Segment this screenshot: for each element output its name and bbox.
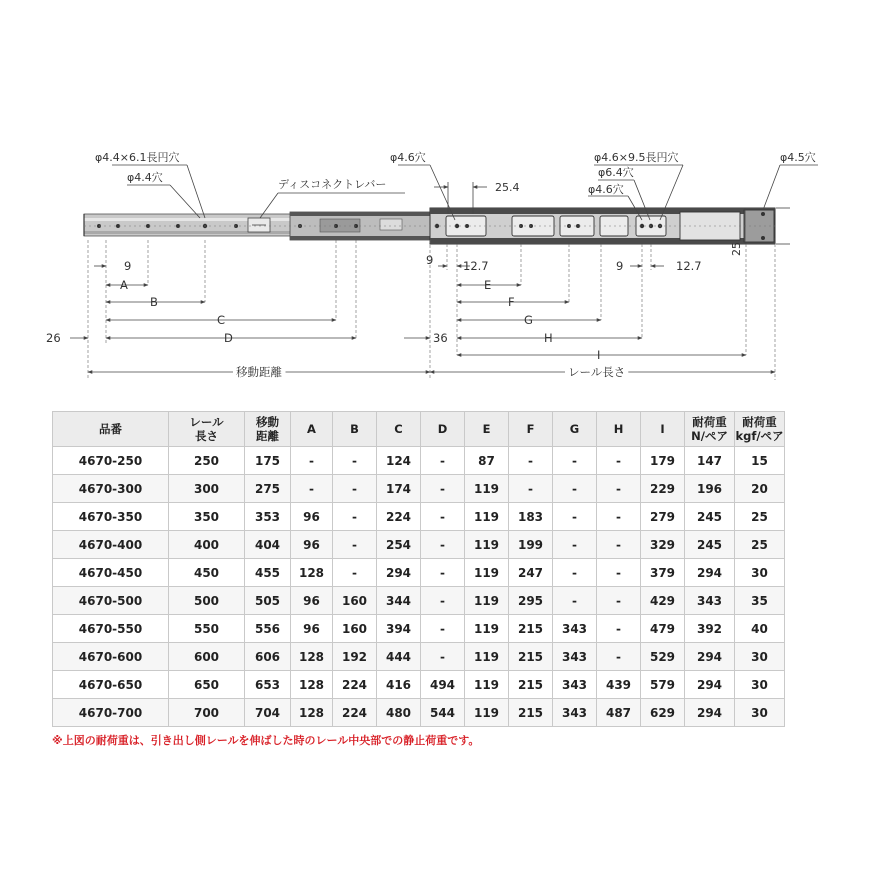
table-cell: -: [553, 447, 597, 475]
table-cell: 350: [169, 503, 245, 531]
table-cell: 15: [735, 447, 785, 475]
table-cell: 224: [333, 671, 377, 699]
table-row: [53, 643, 785, 671]
table-cell: 30: [735, 643, 785, 671]
table-cell: 505: [245, 587, 291, 615]
table-cell: -: [333, 447, 377, 475]
table-cell: 245: [685, 503, 735, 531]
table-cell: 119: [465, 699, 509, 727]
table-cell: 629: [641, 699, 685, 727]
table-cell: 4670-400: [53, 531, 169, 559]
slide-rail-diagram: [0, 0, 890, 400]
dim-25: 25: [730, 242, 743, 256]
table-cell: -: [597, 559, 641, 587]
table-cell: 650: [169, 671, 245, 699]
table-cell: 300: [169, 475, 245, 503]
table-cell: 479: [641, 615, 685, 643]
table-cell: 215: [509, 699, 553, 727]
table-cell: 439: [597, 671, 641, 699]
table-cell: 494: [421, 671, 465, 699]
table-cell: -: [421, 475, 465, 503]
table-row: [53, 615, 785, 643]
footnote: ※上図の耐荷重は、引き出し側レールを伸ばした時のレール中央部での静止荷重です。: [52, 734, 480, 747]
table-cell: 294: [685, 643, 735, 671]
table-cell: 199: [509, 531, 553, 559]
table-cell: 343: [553, 643, 597, 671]
table-cell: 4670-650: [53, 671, 169, 699]
table-cell: 20: [735, 475, 785, 503]
table-cell: -: [553, 587, 597, 615]
table-cell: 4670-300: [53, 475, 169, 503]
slide-rail-illustration: [84, 208, 775, 244]
table-header: 耐荷重 kgf/ペア: [735, 412, 785, 447]
dim-rail-length: レール長さ: [568, 365, 626, 379]
table-cell: -: [333, 559, 377, 587]
table-cell: 196: [685, 475, 735, 503]
table-cell: 250: [169, 447, 245, 475]
table-cell: 343: [685, 587, 735, 615]
label-disconnect-lever: ディスコネクトレバー: [278, 178, 387, 191]
table-cell: 215: [509, 615, 553, 643]
table-cell: 653: [245, 671, 291, 699]
table-cell: 224: [333, 699, 377, 727]
table-cell: 404: [245, 531, 291, 559]
table-header: レール 長さ: [169, 412, 245, 447]
table-cell: 119: [465, 615, 509, 643]
table-cell: 606: [245, 643, 291, 671]
table-cell: -: [421, 559, 465, 587]
dim-travel: 移動距離: [236, 365, 282, 379]
table-cell: 128: [291, 671, 333, 699]
table-cell: 96: [291, 531, 333, 559]
table-cell: -: [597, 643, 641, 671]
table-header-row: [53, 412, 785, 447]
table-cell: -: [553, 503, 597, 531]
table-cell: 119: [465, 671, 509, 699]
table-cell: 450: [169, 559, 245, 587]
dim-G: G: [524, 313, 533, 327]
table-cell: 215: [509, 671, 553, 699]
table-row: [53, 699, 785, 727]
table-cell: 429: [641, 587, 685, 615]
dim-A: A: [120, 278, 128, 292]
label-hole-4-4x6-1-slot: φ4.4×6.1長円穴: [95, 151, 180, 164]
dim-E: E: [484, 278, 492, 292]
table-cell: 294: [685, 699, 735, 727]
table-cell: 343: [553, 699, 597, 727]
table-cell: 556: [245, 615, 291, 643]
table-cell: -: [421, 503, 465, 531]
table-cell: -: [509, 475, 553, 503]
table-cell: 343: [553, 615, 597, 643]
table-header: E: [465, 412, 509, 447]
spec-table: [52, 411, 785, 727]
table-cell: 294: [685, 559, 735, 587]
table-cell: 25: [735, 531, 785, 559]
dim-H: H: [544, 331, 553, 345]
table-header: F: [509, 412, 553, 447]
table-cell: 529: [641, 643, 685, 671]
table-cell: 229: [641, 475, 685, 503]
table-cell: 96: [291, 615, 333, 643]
label-hole-4-4: φ4.4穴: [127, 171, 163, 184]
table-cell: 353: [245, 503, 291, 531]
table-header: 品番: [53, 412, 169, 447]
dim-D: D: [224, 331, 233, 345]
dim-12-7-mid: 12.7: [463, 259, 489, 273]
table-cell: -: [597, 531, 641, 559]
table-cell: 400: [169, 531, 245, 559]
table-cell: 215: [509, 643, 553, 671]
table-row: [53, 475, 785, 503]
table-cell: 544: [421, 699, 465, 727]
table-cell: -: [597, 615, 641, 643]
table-cell: 4670-600: [53, 643, 169, 671]
label-hole-4-5: φ4.5穴: [780, 151, 816, 164]
table-cell: 119: [465, 475, 509, 503]
table-cell: 174: [377, 475, 421, 503]
table-cell: -: [597, 587, 641, 615]
label-hole-4-6-right: φ4.6穴: [588, 183, 624, 196]
table-cell: -: [421, 615, 465, 643]
label-hole-4-6x9-5-slot: φ4.6×9.5長円穴: [594, 151, 679, 164]
table-body: [53, 447, 785, 727]
table-cell: 294: [377, 559, 421, 587]
dim-F: F: [508, 295, 515, 309]
table-header: A: [291, 412, 333, 447]
dim-9-left: 9: [124, 259, 132, 273]
table-cell: 294: [685, 671, 735, 699]
table-cell: 35: [735, 587, 785, 615]
table-cell: 128: [291, 643, 333, 671]
table-cell: -: [333, 503, 377, 531]
table-cell: 119: [465, 559, 509, 587]
table-cell: 455: [245, 559, 291, 587]
table-cell: 25: [735, 503, 785, 531]
table-cell: 160: [333, 587, 377, 615]
dim-9-mid: 9: [426, 253, 434, 267]
table-cell: 119: [465, 503, 509, 531]
table-cell: 119: [465, 587, 509, 615]
table-cell: 329: [641, 531, 685, 559]
table-cell: 192: [333, 643, 377, 671]
dim-26: 26: [46, 331, 61, 345]
table-cell: -: [597, 503, 641, 531]
table-header: B: [333, 412, 377, 447]
table-cell: 4670-350: [53, 503, 169, 531]
table-cell: 179: [641, 447, 685, 475]
table-cell: -: [553, 475, 597, 503]
table-cell: 392: [685, 615, 735, 643]
table-cell: 600: [169, 643, 245, 671]
table-cell: 128: [291, 559, 333, 587]
table-cell: -: [421, 643, 465, 671]
dim-B: B: [150, 295, 158, 309]
table-cell: 30: [735, 671, 785, 699]
table-cell: 394: [377, 615, 421, 643]
table-header: D: [421, 412, 465, 447]
table-cell: 275: [245, 475, 291, 503]
table-cell: -: [553, 531, 597, 559]
table-cell: 379: [641, 559, 685, 587]
table-row: [53, 503, 785, 531]
table-header: C: [377, 412, 421, 447]
table-cell: 344: [377, 587, 421, 615]
table-cell: -: [553, 559, 597, 587]
table-cell: 700: [169, 699, 245, 727]
table-cell: 416: [377, 671, 421, 699]
table-cell: -: [509, 447, 553, 475]
table-cell: 704: [245, 699, 291, 727]
table-cell: -: [421, 531, 465, 559]
table-cell: 444: [377, 643, 421, 671]
table-cell: -: [597, 447, 641, 475]
table-cell: 254: [377, 531, 421, 559]
table-header: 移動 距離: [245, 412, 291, 447]
dim-C: C: [217, 313, 226, 327]
table-cell: 30: [735, 699, 785, 727]
dim-I: I: [597, 348, 601, 362]
table-row: [53, 587, 785, 615]
table-cell: -: [291, 447, 333, 475]
table-cell: 87: [465, 447, 509, 475]
table-cell: 579: [641, 671, 685, 699]
table-cell: 224: [377, 503, 421, 531]
table-cell: 279: [641, 503, 685, 531]
table-cell: 487: [597, 699, 641, 727]
table-cell: 4670-250: [53, 447, 169, 475]
table-cell: 4670-450: [53, 559, 169, 587]
table-cell: -: [291, 475, 333, 503]
dim-12-7-right: 12.7: [676, 259, 702, 273]
table-cell: 550: [169, 615, 245, 643]
dim-9-right: 9: [616, 259, 624, 273]
table-cell: 183: [509, 503, 553, 531]
table-cell: 480: [377, 699, 421, 727]
table-cell: 96: [291, 503, 333, 531]
table-cell: 128: [291, 699, 333, 727]
table-cell: 119: [465, 643, 509, 671]
dim-25-4: 25.4: [495, 181, 520, 194]
table-cell: 4670-500: [53, 587, 169, 615]
dim-36: 36: [433, 331, 448, 345]
table-cell: 343: [553, 671, 597, 699]
table-cell: -: [597, 475, 641, 503]
table-cell: 295: [509, 587, 553, 615]
table-header: H: [597, 412, 641, 447]
table-row: [53, 531, 785, 559]
table-cell: 96: [291, 587, 333, 615]
table-cell: 30: [735, 559, 785, 587]
table-cell: -: [421, 587, 465, 615]
table-cell: 124: [377, 447, 421, 475]
table-cell: -: [333, 531, 377, 559]
table-cell: -: [421, 447, 465, 475]
table-row: [53, 671, 785, 699]
table-cell: 245: [685, 531, 735, 559]
table-header: 耐荷重 N/ペア: [685, 412, 735, 447]
table-row: [53, 447, 785, 475]
table-cell: 175: [245, 447, 291, 475]
table-cell: 4670-550: [53, 615, 169, 643]
label-hole-4-6-top: φ4.6穴: [390, 151, 426, 164]
table-header: G: [553, 412, 597, 447]
table-row: [53, 559, 785, 587]
table-cell: 119: [465, 531, 509, 559]
table-cell: -: [333, 475, 377, 503]
label-hole-6-4: φ6.4穴: [598, 166, 634, 179]
table-cell: 247: [509, 559, 553, 587]
table-cell: 147: [685, 447, 735, 475]
table-cell: 4670-700: [53, 699, 169, 727]
table-cell: 40: [735, 615, 785, 643]
table-cell: 160: [333, 615, 377, 643]
table-cell: 500: [169, 587, 245, 615]
table-header: I: [641, 412, 685, 447]
